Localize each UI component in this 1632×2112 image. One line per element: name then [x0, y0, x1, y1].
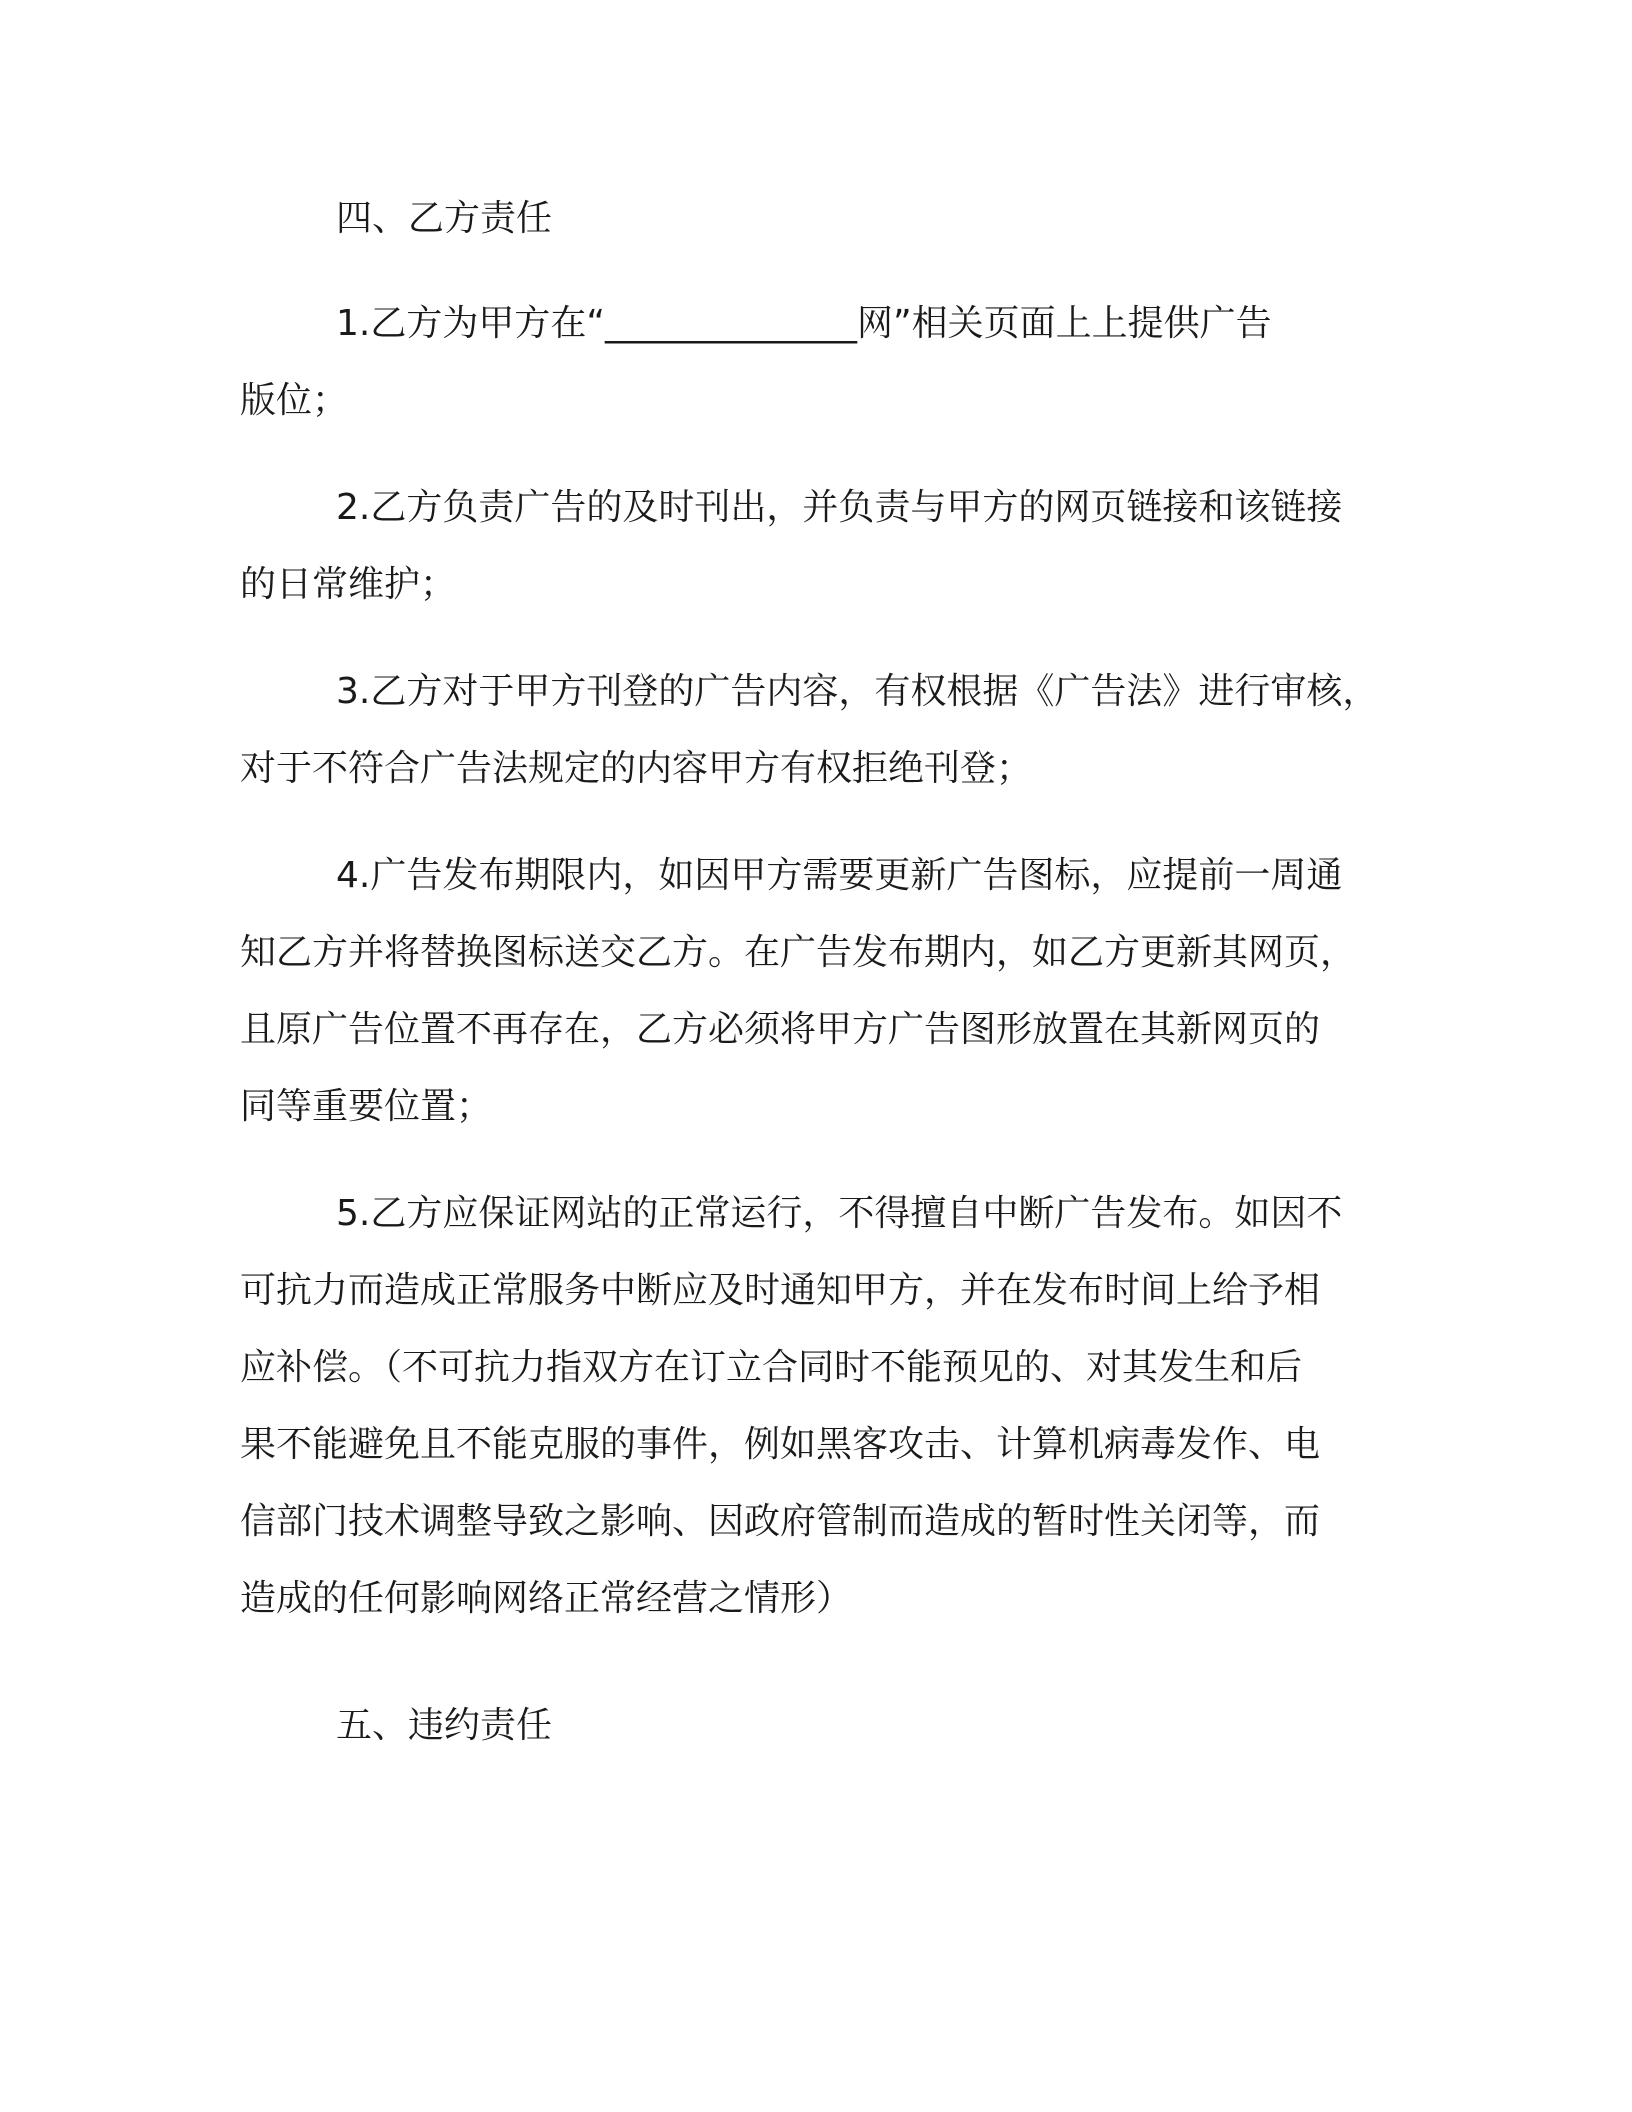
clause-1	[240, 285, 1390, 439]
clause-5-line-5: 信部门技术调整导致之影响、因政府管制而造成的暂时性关闭等，而	[240, 1501, 1321, 1542]
clause-4-line-4: 同等重要位置；	[240, 1086, 493, 1127]
clause-2	[240, 469, 1390, 623]
clause-1-line-1: 1.乙方为甲方在“______________网”相关页面上上提供广告	[336, 303, 1272, 344]
clause-2-line-2: 的日常维护；	[240, 564, 457, 605]
section-heading-next: 五、违约责任	[336, 1705, 553, 1746]
section-heading: 四、乙方责任	[336, 198, 553, 239]
clause-5-line-3: 应补偿。（不可抗力指双方在订立合同时不能预见的、对其发生和后	[240, 1347, 1303, 1388]
clause-4	[240, 837, 1390, 1145]
document-body	[240, 180, 1390, 1764]
clause-4-line-3: 且原广告位置不再存在，乙方必须将甲方广告图形放置在其新网页的	[240, 1009, 1321, 1050]
clause-5-line-6: 造成的任何影响网络正常经营之情形）	[240, 1578, 853, 1619]
clause-3-line-2: 对于不符合广告法规定的内容甲方有权拒绝刊登；	[240, 748, 1033, 789]
clause-3	[240, 653, 1390, 807]
clause-2-line-1: 2.乙方负责广告的及时刊出，并负责与甲方的网页链接和该链接	[336, 487, 1343, 528]
clause-1-line-2: 版位；	[240, 380, 349, 421]
clause-5-line-1: 5.乙方应保证网站的正常运行，不得擅自中断广告发布。如因不	[336, 1193, 1343, 1234]
clause-4-line-1: 4.广告发布期限内，如因甲方需要更新广告图标，应提前一周通	[336, 855, 1343, 896]
clause-3-line-1: 3.乙方对于甲方刊登的广告内容，有权根据《广告法》进行审核，	[336, 671, 1379, 712]
clause-5-line-2: 可抗力而造成正常服务中断应及时通知甲方，并在发布时间上给予相	[240, 1270, 1321, 1311]
clause-5-line-4: 果不能避免且不能克服的事件，例如黑客攻击、计算机病毒发作、电	[240, 1424, 1321, 1465]
clause-4-line-2: 知乙方并将替换图标送交乙方。在广告发布期内，如乙方更新其网页，	[240, 932, 1357, 973]
clause-5	[240, 1175, 1390, 1637]
